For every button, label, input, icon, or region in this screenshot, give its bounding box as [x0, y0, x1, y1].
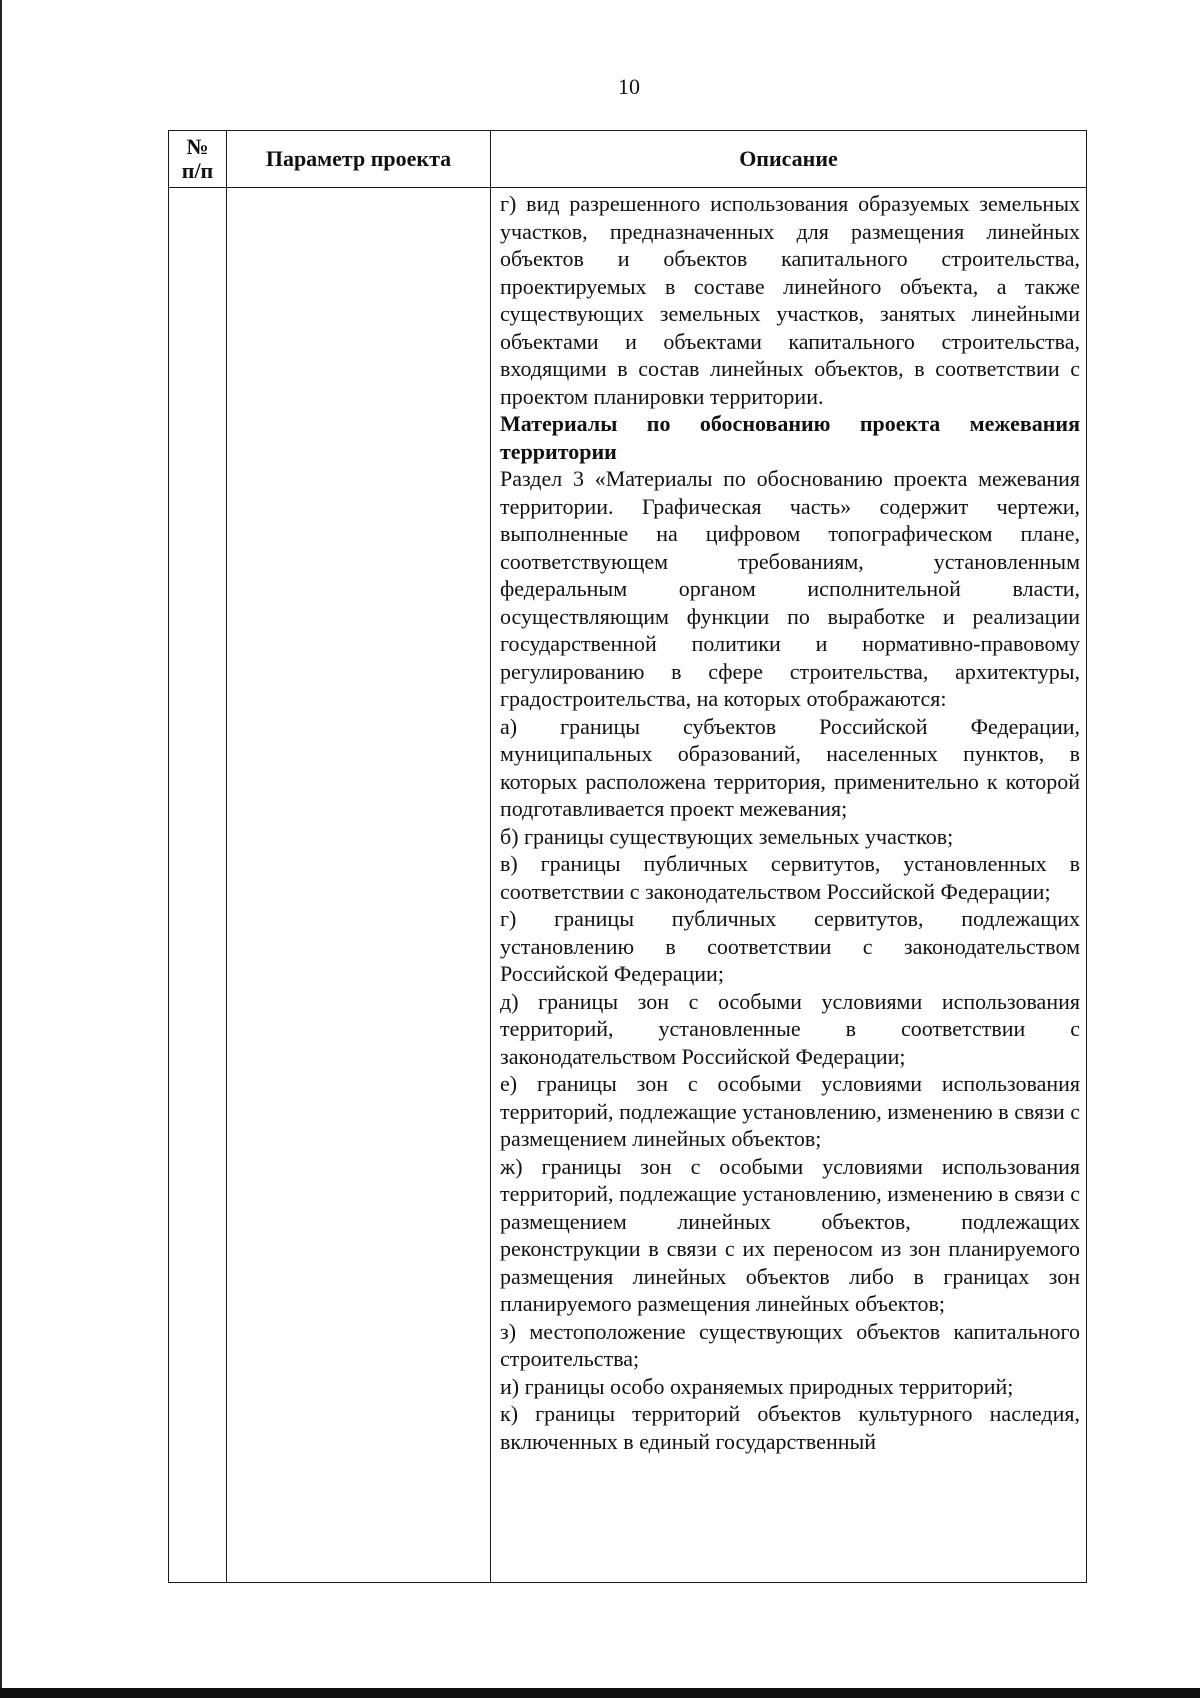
cell-parameter: [227, 188, 491, 1583]
cell-description: [491, 188, 1087, 1583]
description-text: [491, 188, 1086, 1455]
paragraph-section-3: Раздел 3 «Материалы по обоснованию проекта межевания территории. Графическая часть» содержит чертежи, выполненные на цифровом топографическом плане, соответствующем требованиям, установленным федеральным органом исполнительной власти, осуществляющим функции по выработке и реализации государственной политики и нормативно-правовому регулированию в сфере строительства, архитектуры, градостроительства, на которых отображаются:: [500, 466, 1080, 711]
header-description: Описание: [491, 131, 1087, 188]
list-item-b: б) границы существующих земельных участков;: [500, 823, 954, 849]
cell-number: [169, 188, 227, 1583]
document-table: [168, 130, 1087, 1583]
section-heading: Материалы по обоснованию проекта межевания территории: [500, 411, 1080, 464]
header-number-abbr: п/п: [181, 158, 214, 183]
table-header-row: [169, 131, 1087, 188]
scan-edge-bottom: [0, 1688, 1200, 1698]
list-item-e: е) границы зон с особыми условиями использования территорий, подлежащие установлению, изменению в связи с размещением линейных объектов;: [500, 1071, 1080, 1151]
header-parameter: Параметр проекта: [227, 131, 491, 188]
list-item-g: г) границы публичных сервитутов, подлежащих установлению в соответствии с законодательством Российской Федерации;: [500, 906, 1080, 986]
page-number: 10: [618, 74, 640, 99]
list-item-i: и) границы особо охраняемых природных территорий;: [500, 1373, 1014, 1399]
scan-edge-left: [0, 0, 2, 1698]
paragraph-g-land-use: г) вид разрешенного использования образуемых земельных участков, предназначенных для размещения линейных объектов и объектов капитального строительства, проектируемых в составе линейного объекта, а также существующих земельных участков, занятых линейными объектами и объектами капитального строительства, входящими в состав линейных объектов, в соответствии с проектом планировки территории.: [500, 191, 1080, 409]
list-item-v: в) границы публичных сервитутов, установленных в соответствии с законодательством Российской Федерации;: [500, 851, 1080, 904]
header-number: [169, 131, 227, 188]
list-item-k: к) границы территорий объектов культурного наследия, включенных в единый государственный: [500, 1401, 1080, 1454]
list-item-zh: ж) границы зон с особыми условиями использования территорий, подлежащие установлению, изменению в связи с размещением линейных объектов, подлежащих реконструкции в связи с их переносом из зон планируемого размещения линейных объектов либо в границах зон планируемого размещения линейных объектов;: [500, 1153, 1080, 1316]
list-item-d: д) границы зон с особыми условиями использования территорий, установленные в соответствии с законодательством Российской Федерации;: [500, 988, 1080, 1069]
list-item-z: з) местоположение существующих объектов капитального строительства;: [500, 1318, 1080, 1371]
list-item-a: а) границы субъектов Российской Федерации, муниципальных образований, населенных пунктов, в которых расположена территория, применительно к которой подготавливается проект межевания;: [500, 713, 1080, 821]
table-row: [169, 188, 1087, 1583]
header-number-sign: №: [186, 134, 209, 159]
